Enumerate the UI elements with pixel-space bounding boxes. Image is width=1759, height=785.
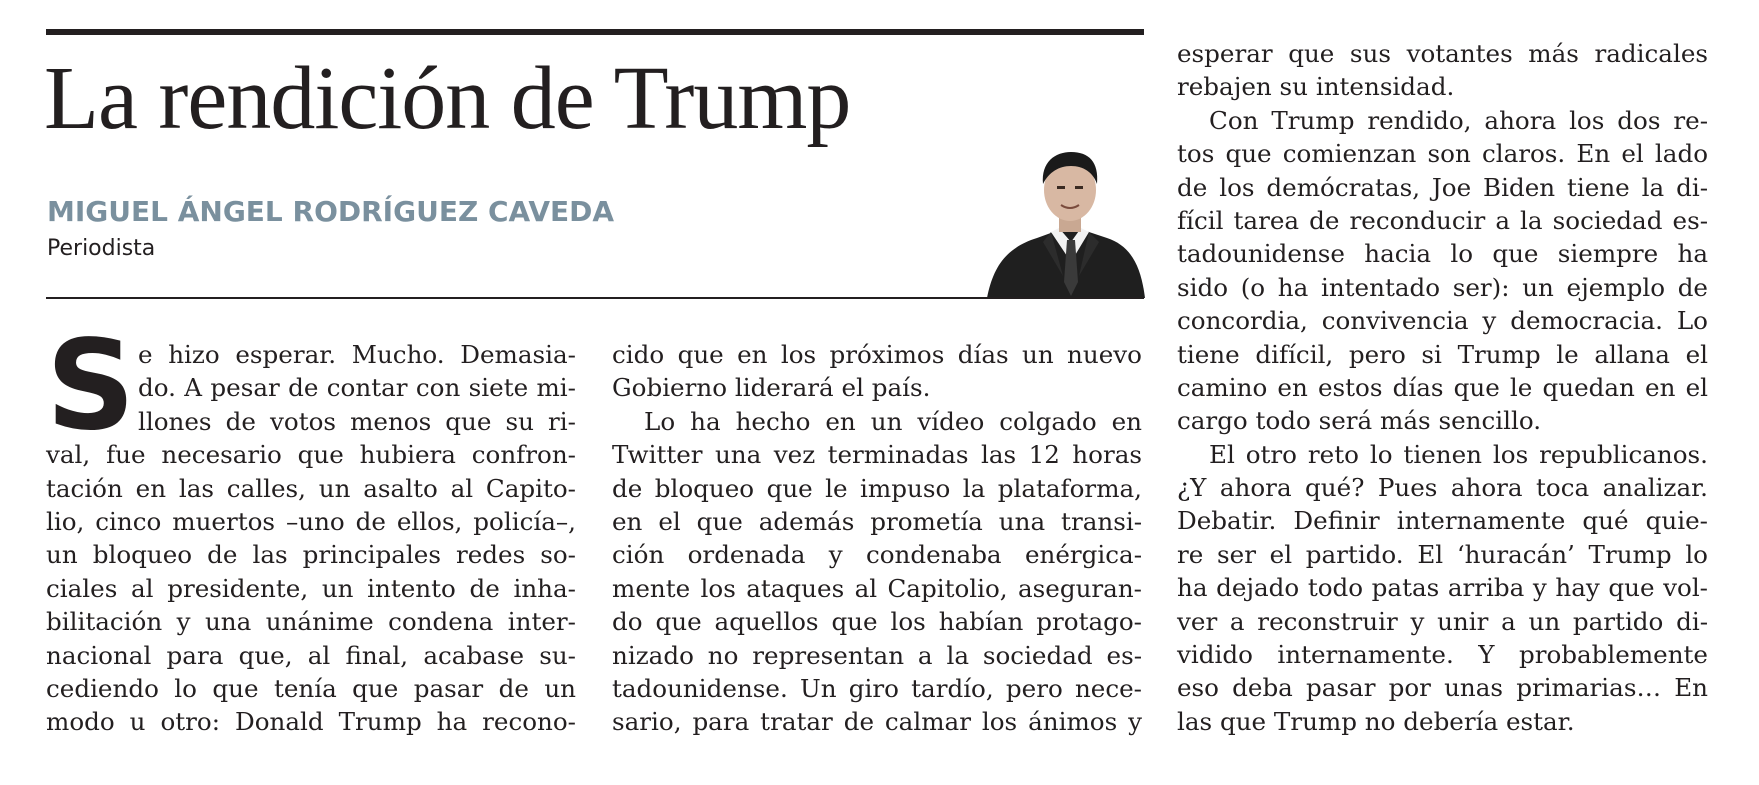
text-line: Con Trump rendido, ahora los dos re-	[1209, 105, 1708, 135]
text-line: cargo todo será más sencillo.	[1177, 406, 1542, 436]
text-line: en el que además prometía una transi-	[612, 506, 1142, 536]
text-line: ciales al presidente, un intento de inha-	[46, 573, 576, 603]
text-line: las que Trump no debería estar.	[1177, 706, 1575, 736]
text-line: ción ordenada y condenaba enérgica-	[612, 540, 1142, 570]
text-line: nacional para que, al final, acabase su-	[46, 640, 576, 670]
text-line: llones de votos menos que su ri-	[138, 406, 576, 436]
text-line: fícil tarea de reconducir a la sociedad es-	[1177, 205, 1708, 235]
text-line: tadounidense hacia lo que siempre ha	[1177, 239, 1708, 269]
text-line: cido que en los próximos días un nuevo	[612, 340, 1142, 369]
text-line: de bloqueo que le impuso la plataforma,	[612, 473, 1142, 503]
text-line: tadounidense. Un giro tardío, pero nece-	[612, 673, 1142, 703]
text-line: Debatir. Definir internamente qué quie-	[1177, 506, 1708, 536]
text-line: rebajen su intensidad.	[1177, 72, 1455, 102]
text-line: sario, para tratar de calmar los ánimos y	[612, 707, 1142, 737]
text-line: do. A pesar de contar con siete mi-	[138, 373, 576, 403]
text-line: El otro reto lo tienen los republicanos.	[1209, 439, 1708, 469]
text-line: eso deba pasar por unas primarias… En	[1177, 673, 1708, 703]
text-line: bilitación y una unánime condena inter-	[46, 607, 576, 637]
article-column-2	[612, 338, 1142, 739]
text-line: tiene difícil, pero si Trump le allana el	[1177, 339, 1708, 369]
text-line: re ser el partido. El ‘huracán’ Trump lo	[1177, 539, 1708, 569]
author-photo	[985, 150, 1145, 298]
author-name: MIGUEL ÁNGEL RODRÍGUEZ CAVEDA	[47, 195, 615, 228]
text-line: lio, cinco muertos –uno de ellos, policía–,	[46, 506, 576, 536]
text-line: un bloqueo de las principales redes so-	[46, 540, 576, 570]
text-line: cediendo lo que tenía que pasar de un	[46, 673, 576, 703]
text-line: ver a reconstruir y unir a un partido di-	[1177, 606, 1708, 636]
text-line: Twitter una vez terminadas las 12 horas	[612, 440, 1142, 470]
text-line: ¿Y ahora qué? Pues ahora toca analizar.	[1177, 473, 1708, 503]
text-line: Gobierno liderará el país.	[612, 373, 931, 403]
text-line: sido (o ha intentado ser): un ejemplo de	[1177, 272, 1708, 302]
text-line: vidido internamente. Y probablemente	[1177, 640, 1708, 670]
text-line: esperar que sus votantes más radicales	[1177, 39, 1708, 68]
article-column-3	[1177, 37, 1708, 738]
article-column-1	[46, 314, 576, 739]
text-line: mente los ataques al Capitolio, aseguran-	[612, 573, 1142, 603]
text-line: Lo ha hecho en un vídeo colgado en	[644, 406, 1142, 436]
text-line: tos que comienzan son claros. En el lado	[1177, 139, 1708, 169]
text-line: tación en las calles, un asalto al Capito-	[46, 473, 576, 503]
text-line: val, fue necesario que hubiera confron-	[46, 440, 576, 470]
headline: La rendición de Trump	[44, 49, 851, 148]
text-line: e hizo esperar. Mucho. Demasia-	[138, 340, 576, 369]
header-bottom-rule	[46, 297, 1144, 299]
author-role: Periodista	[47, 236, 156, 261]
text-line: de los demócratas, Joe Biden tiene la di-	[1177, 172, 1708, 202]
text-line: ha dejado todo patas arriba y hay que vol-	[1177, 573, 1708, 603]
text-line: concordia, convivencia y democracia. Lo	[1177, 306, 1708, 336]
text-line: camino en estos días que le quedan en el	[1177, 372, 1708, 402]
header-top-rule	[46, 29, 1144, 35]
text-line: do que aquellos que los habían protago-	[612, 607, 1142, 637]
text-line: nizado no representan a la sociedad es-	[612, 640, 1142, 670]
drop-cap: S	[46, 314, 136, 458]
text-line: modo u otro: Donald Trump ha recono-	[46, 707, 576, 737]
